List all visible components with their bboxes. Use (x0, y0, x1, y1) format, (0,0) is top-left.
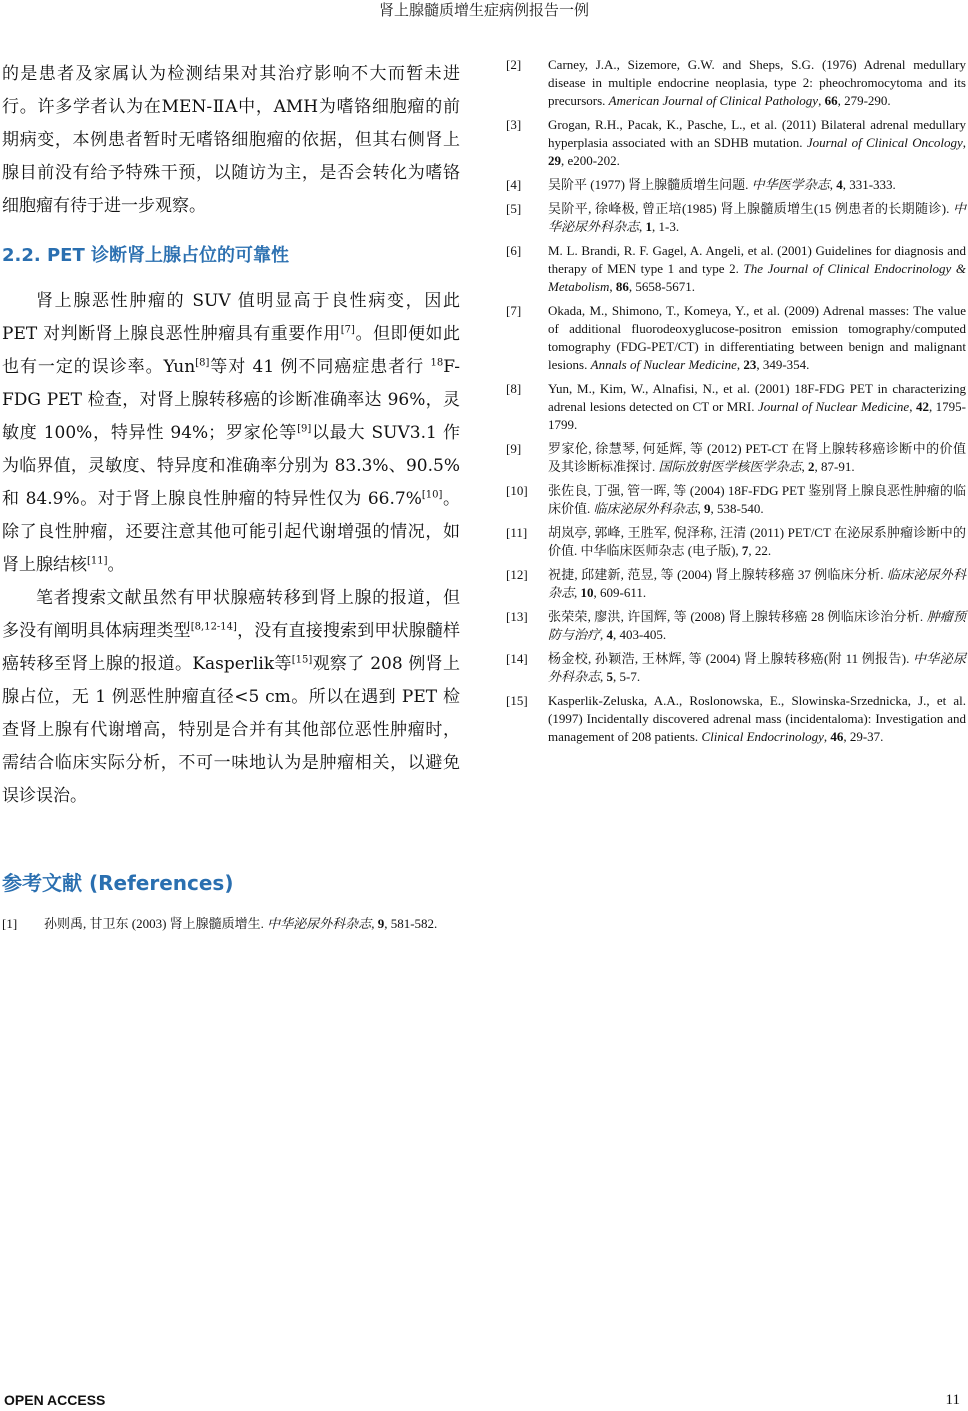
reference-item (506, 242, 966, 296)
citation[interactable]: [7] (340, 324, 355, 336)
text: 等对 41 例不同癌症患者行 (209, 357, 431, 377)
body-paragraph-3 (2, 582, 460, 813)
separator: , (371, 916, 378, 931)
reference-number: [15] (506, 693, 528, 708)
reference-authors: Okada, M., Shimono, T., Komeya, Y., et al. (2009) Adrenal masses: The value of additional fluorodeoxyglucose-positron emission tomography/computed tomography (FDG-PET/CT) in differentiating between benign and malignant lesions. (548, 303, 966, 372)
citation[interactable]: [9] (297, 423, 312, 435)
reference-volume: 23 (743, 357, 757, 372)
reference-authors: Kasperlik-Zeluska, A.A., Roslonowska, E., Slowinska-Srzednicka, J., et al. (1997) Incidentally discovered adrenal mass (incidentaloma): Investigation and management of 208 patients. (548, 693, 966, 744)
reference-number: [8] (506, 381, 522, 396)
reference-volume: 10 (580, 585, 594, 600)
reference-journal: 临床泌尿外科杂志 (548, 567, 966, 600)
reference-item (506, 380, 966, 434)
references-heading: 参考文献 (References) (2, 871, 234, 895)
reference-item (506, 176, 966, 194)
reference-pages: , 5658-5671. (628, 279, 695, 294)
reference-journal: Journal of Nuclear Medicine (757, 399, 910, 414)
citation[interactable]: [10] (421, 489, 443, 501)
reference-number: [3] (506, 117, 522, 132)
separator: , (818, 93, 825, 108)
reference-item (506, 302, 966, 374)
separator: , (801, 459, 809, 474)
text: 。除了良性肿瘤，还要注意其他可能引起代谢增强的情况，如肾上腺结核 (2, 489, 460, 575)
text: 观察了 208 例肾上腺占位，无 1 例恶性肿瘤直径<5 cm。所以在遇到 PET 检查肾上腺有代谢增高，特别是合并有其他部位恶性肿瘤时，需结合临床实际分析，不可一味地认为是肿瘤相关，以避免误诊误治。 (2, 654, 460, 806)
reference-item (506, 608, 966, 644)
reference-number: [2] (506, 57, 522, 72)
text: 以最大 SUV3.1 作为临界值，灵敏度、特异度和准确率分别为 83.3%、90.5%和 84.9%。对于肾上腺良性肿瘤的特异性仅为 66.7% (2, 423, 461, 509)
text: F-FDG PET 检查，对肾上腺转移癌的诊断准确率达 96%，灵敏度 100%，特异性 94%；罗家伦等 (2, 357, 460, 443)
reference-pages: , 403-405. (613, 627, 667, 642)
separator: , (600, 627, 607, 642)
right-column (506, 56, 966, 752)
reference-volume: 29 (548, 153, 561, 168)
reference-authors: 吴阶平 (1977) 肾上腺髓质增生问题. (548, 177, 752, 192)
text: ，没有直接搜索到甲状腺髓样癌转移至肾上腺的报道。Kasperlik等 (2, 621, 461, 674)
reference-journal: Annals of Nuclear Medicine (590, 357, 737, 372)
reference-item (506, 56, 966, 110)
reference-pages: , 349-354. (756, 357, 810, 372)
citation[interactable]: [8] (195, 357, 210, 369)
reference-volume: 7 (741, 543, 749, 558)
separator: , (909, 399, 916, 414)
reference-item (506, 116, 966, 170)
reference-journal: 中华泌尿外科杂志 (267, 916, 372, 931)
section-heading: 2.2. PET 诊断肾上腺占位的可靠性 (2, 245, 290, 266)
page-number: 11 (945, 1392, 960, 1408)
reference-authors: 张荣荣, 廖洪, 许国辉, 等 (2008) 肾上腺转移癌 28 例临床诊治分析. (548, 609, 927, 624)
reference-volume: 42 (915, 399, 929, 414)
separator: , (823, 729, 831, 744)
reference-volume: 5 (606, 669, 614, 684)
reference-authors: Carney, J.A., Sizemore, G.W. and Sheps, S.G. (1976) Adrenal medullary disease in multiple endocrine neoplasia, type 2: pheochromocytoma and its precursors. (548, 57, 966, 108)
reference-number: [6] (506, 243, 522, 258)
reference-item (506, 650, 966, 686)
reference-item (506, 566, 966, 602)
separator: , (736, 357, 744, 372)
reference-volume: 1 (645, 219, 653, 234)
reference-number: [5] (506, 201, 522, 216)
reference-journal: American Journal of Clinical Pathology (608, 93, 819, 108)
reference-journal: 中华泌尿外科杂志 (548, 651, 966, 684)
reference-item (506, 200, 966, 236)
reference-pages: , 609-611. (593, 585, 647, 600)
reference-journal: The Journal of Clinical Endocrinology & Metabolism (548, 261, 966, 294)
reference-item (506, 440, 966, 476)
separator: , (574, 585, 581, 600)
reference-number: [10] (506, 483, 528, 498)
reference-number: [4] (506, 177, 522, 192)
reference-number: [9] (506, 441, 522, 456)
separator: , (962, 135, 967, 150)
citation[interactable]: [8,12-14] (190, 621, 237, 633)
reference-authors: 祝捷, 邱建新, 范昱, 等 (2004) 肾上腺转移癌 37 例临床分析. (548, 567, 887, 582)
reference-volume: 86 (615, 279, 629, 294)
reference-number: [14] (506, 651, 528, 666)
separator: , (697, 501, 705, 516)
reference-volume: 4 (836, 177, 843, 192)
text: 笔者搜索文献虽然有甲状腺癌转移到肾上腺的报道，但多没有阐明具体病理类型 (2, 588, 460, 641)
reference-pages: , 5-7. (613, 669, 641, 684)
text: 肾上腺恶性肿瘤的 SUV 值明显高于良性病变，因此 PET 对判断肾上腺良恶性肿瘤具有重要作用 (2, 291, 460, 344)
reference-pages: , e200-202. (561, 153, 620, 168)
reference-item (506, 482, 966, 518)
reference-volume: 2 (808, 459, 815, 474)
reference-authors: 吴阶平, 徐峰极, 曾正培(1985) 肾上腺髓质增生(15 例患者的长期随诊). (548, 201, 953, 216)
footer-open-access: OPEN ACCESS (4, 1392, 106, 1408)
left-column (2, 58, 460, 939)
reference-volume: 9 (377, 916, 385, 931)
reference-journal: Clinical Endocrinology (701, 729, 824, 744)
body-paragraph-1: 的是患者及家属认为检测结果对其治疗影响不大而暂未进行。许多学者认为在MEN-ⅡA中，AMH为嗜铬细胞瘤的前期病变，本例患者暂时无嗜铬细胞瘤的依据，但其右侧肾上腺目前没有给予特殊干预，以随访为主，是否会转化为嗜铬细胞瘤有待于进一步观察。 (2, 64, 460, 216)
reference-pages: , 331-333. (842, 177, 896, 192)
separator: , (609, 279, 616, 294)
reference-pages: , 22. (748, 543, 772, 558)
reference-pages: , 279-290. (837, 93, 891, 108)
reference-journal: Journal of Clinical Oncology (806, 135, 963, 150)
running-head: 肾上腺髓质增生症病例报告一例 (378, 1, 589, 19)
reference-number: [13] (506, 609, 528, 624)
superscript: 18 (430, 357, 444, 369)
reference-authors: 杨金校, 孙颖浩, 王林辉, 等 (2004) 肾上腺转移癌(附 11 例报告). (548, 651, 913, 666)
reference-authors: 张佐良, 丁强, 管一晖, 等 (2004) 18F-FDG PET 鉴别肾上腺良恶性肿瘤的临床价值. (548, 483, 966, 516)
body-paragraph-2 (2, 285, 460, 582)
reference-journal: 肿瘤预防与治疗 (548, 609, 966, 642)
citation[interactable]: [15] (291, 654, 313, 666)
reference-item (2, 915, 460, 933)
reference-volume: 66 (824, 93, 838, 108)
separator: , (639, 219, 646, 234)
text: 。但即便如此也有一定的误诊率。Yun (2, 324, 461, 377)
reference-authors: 胡岚亭, 郭峰, 王胜军, 倪泽称, 汪清 (2011) PET/CT 在泌尿系肿瘤诊断中的价值. 中华临床医师杂志 (电子版), (548, 525, 966, 558)
reference-authors: Grogan, R.H., Pacak, K., Pasche, L., et al. (2011) Bilateral adrenal medullary hyperplasia associated with an SDHB mutation. (548, 117, 966, 150)
reference-number: [1] (2, 916, 18, 931)
reference-journal: 国际放射医学核医学杂志 (658, 459, 802, 474)
reference-item (506, 524, 966, 560)
reference-number: [12] (506, 567, 528, 582)
text: 。 (107, 555, 125, 575)
reference-pages: , 87-91. (814, 459, 855, 474)
reference-volume: 4 (606, 627, 614, 642)
reference-item (506, 692, 966, 746)
reference-number: [11] (506, 525, 528, 540)
reference-authors: M. L. Brandi, R. F. Gagel, A. Angeli, et al. (2001) Guidelines for diagnosis and therapy of MEN type 1 and type 2. (548, 243, 966, 276)
reference-journal: 中华医学杂志 (751, 177, 830, 192)
reference-authors: 孙则禹, 甘卫东 (2003) 肾上腺髓质增生. (44, 916, 268, 931)
separator: , (600, 669, 607, 684)
reference-volume: 46 (830, 729, 844, 744)
reference-pages: , 1-3. (652, 219, 680, 234)
citation[interactable]: [11] (87, 555, 108, 567)
separator: , (829, 177, 837, 192)
reference-volume: 9 (704, 501, 711, 516)
reference-pages: , 538-540. (710, 501, 764, 516)
reference-authors: Yun, M., Kim, W., Alnafisi, N., et al. (2001) 18F-FDG PET in characterizing adrenal lesions detected on CT or MRI. (548, 381, 966, 414)
reference-pages: , 1795-1799. (548, 399, 966, 432)
reference-number: [7] (506, 303, 522, 318)
reference-authors: 罗家伦, 徐慧琴, 何延辉, 等 (2012) PET-CT 在肾上腺转移癌诊断中的价值及其诊断标准探讨. (548, 441, 966, 474)
reference-journal: 中华泌尿外科杂志 (548, 201, 966, 234)
reference-pages: , 581-582. (384, 916, 438, 931)
reference-journal: 临床泌尿外科杂志 (593, 501, 698, 516)
reference-pages: , 29-37. (843, 729, 884, 744)
